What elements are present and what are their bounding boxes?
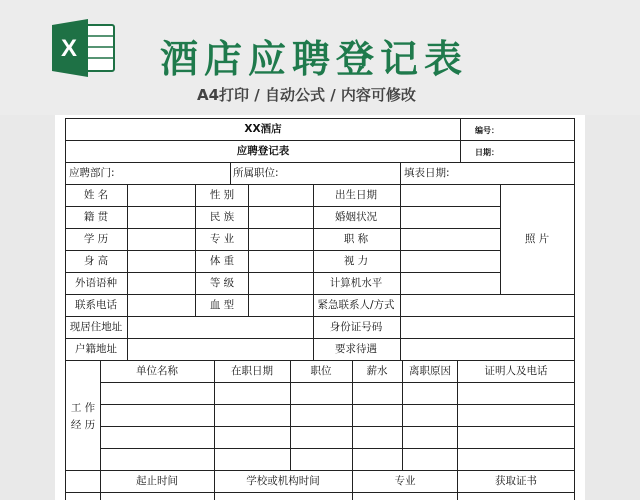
- work-header-reason: 离职原因: [409, 365, 451, 377]
- height-label: 身 高: [83, 255, 109, 267]
- date-label: 日期：: [475, 148, 499, 157]
- native-label: 籍 贯: [83, 211, 109, 223]
- form-title: 应聘登记表: [236, 145, 290, 157]
- phone-label: 联系电话: [75, 299, 117, 311]
- major-label: 专 业: [209, 233, 235, 245]
- weight-label: 体 重: [209, 255, 235, 267]
- page-subtitle: A4打印 / 自动公式 / 内容可修改: [197, 86, 416, 104]
- header-banner: [0, 0, 640, 115]
- hukou-label: 户籍地址: [75, 343, 117, 355]
- excel-icon: [52, 19, 116, 77]
- hotel-name: XX酒店: [244, 123, 282, 135]
- work-header-salary: 薪水: [366, 365, 388, 377]
- language-label: 外语语种: [75, 277, 117, 289]
- work-header-position: 职位: [310, 365, 332, 377]
- work-experience-label: 工 作 经 历: [70, 402, 96, 431]
- registration-form: [55, 115, 585, 500]
- salary-req-label: 要求待遇: [335, 343, 377, 355]
- svg-text:X: X: [60, 35, 78, 62]
- photo-label: 照 片: [524, 233, 550, 245]
- position-label: 所属职位:: [233, 167, 279, 179]
- fill-date-label: 填表日期:: [404, 167, 450, 179]
- marital-label: 婚姻状况: [335, 211, 377, 223]
- id-label: 身份证号码: [329, 321, 383, 333]
- work-header-dates: 在职日期: [231, 365, 273, 377]
- education-label: 学 历: [83, 233, 109, 245]
- address-label: 现居住地址: [69, 321, 123, 333]
- birth-label: 出生日期: [335, 189, 377, 201]
- name-label: 姓 名: [83, 189, 109, 201]
- vision-label: 视 力: [343, 255, 369, 267]
- edu-header-school: 学校或机构时间: [246, 475, 320, 487]
- level-label: 等 级: [209, 277, 235, 289]
- emergency-label: 紧急联系人/方式: [317, 299, 395, 311]
- edu-header-certificate: 获取证书: [495, 475, 537, 487]
- gender-label: 性 别: [209, 189, 235, 201]
- work-header-company: 单位名称: [136, 365, 178, 377]
- title-rank-label: 职 称: [343, 233, 369, 245]
- dept-label: 应聘部门:: [69, 167, 115, 179]
- blood-label: 血 型: [209, 299, 235, 311]
- number-label: 编号：: [475, 126, 499, 135]
- work-header-reference: 证明人及电话: [484, 365, 548, 377]
- page-title: 酒店应聘登记表: [160, 37, 469, 81]
- edu-header-major: 专业: [394, 475, 416, 487]
- computer-label: 计算机水平: [329, 277, 383, 289]
- edu-header-period: 起止时间: [136, 475, 178, 487]
- ethnic-label: 民 族: [209, 211, 235, 223]
